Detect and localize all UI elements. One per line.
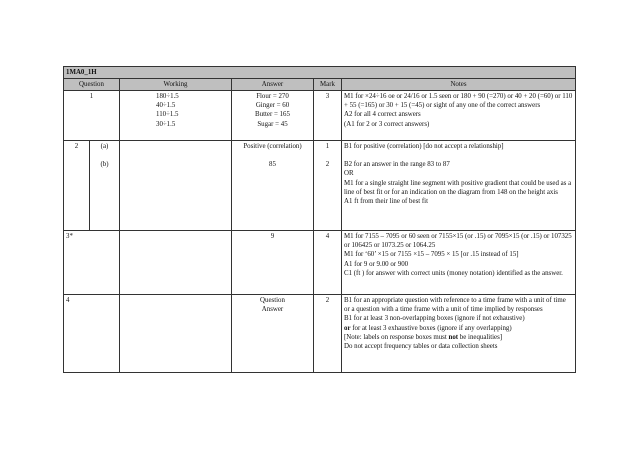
header-row: [64, 79, 576, 91]
answer-a: Positive (correlation): [243, 143, 302, 151]
question-number: 2: [64, 141, 90, 231]
answer-line: Butter = 165: [255, 111, 290, 119]
mark-cell: 2: [314, 295, 342, 373]
header-question: Question: [64, 79, 120, 91]
emphasis-or: or: [344, 324, 351, 332]
question-number: 3*: [64, 231, 120, 295]
table-row-q2: [64, 141, 576, 231]
notes-line: M1 for a single straight line segment with positive gradient that could be used as a line of best fit or for an indication on the diagram from 148 on the height axis: [344, 179, 572, 196]
table-row-q1: [64, 91, 576, 141]
working-line: 180÷1.5: [156, 93, 179, 101]
header-mark: Mark: [314, 79, 342, 91]
notes-line: B1 for at least 3 non-overlapping boxes (ignore if not exhaustive): [344, 315, 525, 323]
notes-cell: [342, 91, 576, 141]
notes-line: B2 for an answer in the range 83 to 87: [344, 161, 450, 169]
mark-b: 2: [325, 161, 330, 169]
notes-line: A1 for 9 or 9.00 or 900: [344, 260, 409, 268]
answer-b: 85: [269, 161, 276, 169]
working-line: 40÷1.5: [156, 102, 176, 110]
notes-line: M1 for ‘60’ ×15 or 7155 ×15 – 7095 × 15 [or .15 instead of 15]: [344, 251, 519, 259]
answer-cell: 9: [232, 231, 314, 295]
notes-line: [344, 324, 573, 333]
emphasis-not: not: [448, 333, 459, 341]
working-cell: [120, 295, 232, 373]
answer-line: Question: [260, 297, 285, 305]
notes-line: A1 ft from their line of best fit: [344, 197, 429, 205]
notes-line: (A1 for 2 or 3 correct answers): [344, 120, 430, 128]
notes-text: for at least 3 exhaustive boxes (ignore if any overlapping): [350, 324, 512, 332]
mark-scheme-sheet: [63, 66, 575, 373]
header-answer: Answer: [232, 79, 314, 91]
answer-cell: [232, 295, 314, 373]
notes-text: [Note: labels on response boxes must: [344, 333, 449, 341]
title-row: [64, 67, 576, 79]
document-title: 1MA0_1H: [64, 67, 576, 79]
mark-scheme-table: [63, 66, 576, 373]
working-cell: [120, 91, 232, 141]
question-number: 4: [64, 295, 120, 373]
notes-line: OR: [344, 170, 354, 178]
working-cell: [120, 141, 232, 231]
notes-line: Do not accept frequency tables or data collection sheets: [344, 342, 498, 350]
notes-line: A2 for all 4 correct answers: [344, 111, 421, 119]
header-notes: Notes: [342, 79, 576, 91]
notes-cell: [342, 231, 576, 295]
answer-line: Ginger = 60: [255, 102, 290, 110]
notes-line: B1 for an appropriate question with reference to a time frame with a unit of time or a question with a time frame with a unit of time implied by responses: [344, 297, 566, 314]
answer-line: Flour = 270: [256, 93, 289, 101]
mark-cell: 4: [314, 231, 342, 295]
notes-cell: [342, 141, 576, 231]
mark-cell: 3: [314, 91, 342, 141]
part-labels: [90, 141, 120, 231]
answer-line: Answer: [261, 306, 284, 314]
working-line: 30÷1.5: [156, 120, 176, 128]
working-line: 110÷1.5: [156, 111, 179, 119]
header-working: Working: [120, 79, 232, 91]
notes-text: be inequalities]: [458, 333, 503, 341]
notes-line: C1 (ft ) for answer with correct units (money notation) identified as the answer.: [344, 269, 563, 277]
working-cell: [120, 231, 232, 295]
answer-cell: [232, 141, 314, 231]
notes-cell: [342, 295, 576, 373]
table-row-q4: [64, 295, 576, 373]
mark-a: 1: [325, 143, 330, 151]
part-label-a: (a): [100, 143, 109, 151]
mark-cell: [314, 141, 342, 231]
notes-line: [344, 333, 573, 342]
table-row-q3: [64, 231, 576, 295]
answer-cell: [232, 91, 314, 141]
part-label-b: (b): [100, 161, 109, 169]
answer-line: Sugar = 45: [257, 120, 288, 128]
notes-line: M1 for 7155 – 7095 or 60 seen or 7155×15 (or .15) or 7095×15 (or .15) or 107325 or 106425 or 1073.25 or 1064.25: [344, 233, 572, 250]
notes-line: M1 for ×24÷16 oe or 24/16 or 1.5 seen or 180 + 90 (=270) or 40 + 20 (=60) or 110 + 55 (=165) or 30 + 15 (=45) or sight of any one of the correct answers: [344, 93, 573, 110]
notes-line: B1 for positive (correlation) [do not accept a relationship]: [344, 143, 504, 151]
question-number: 1: [64, 91, 120, 141]
